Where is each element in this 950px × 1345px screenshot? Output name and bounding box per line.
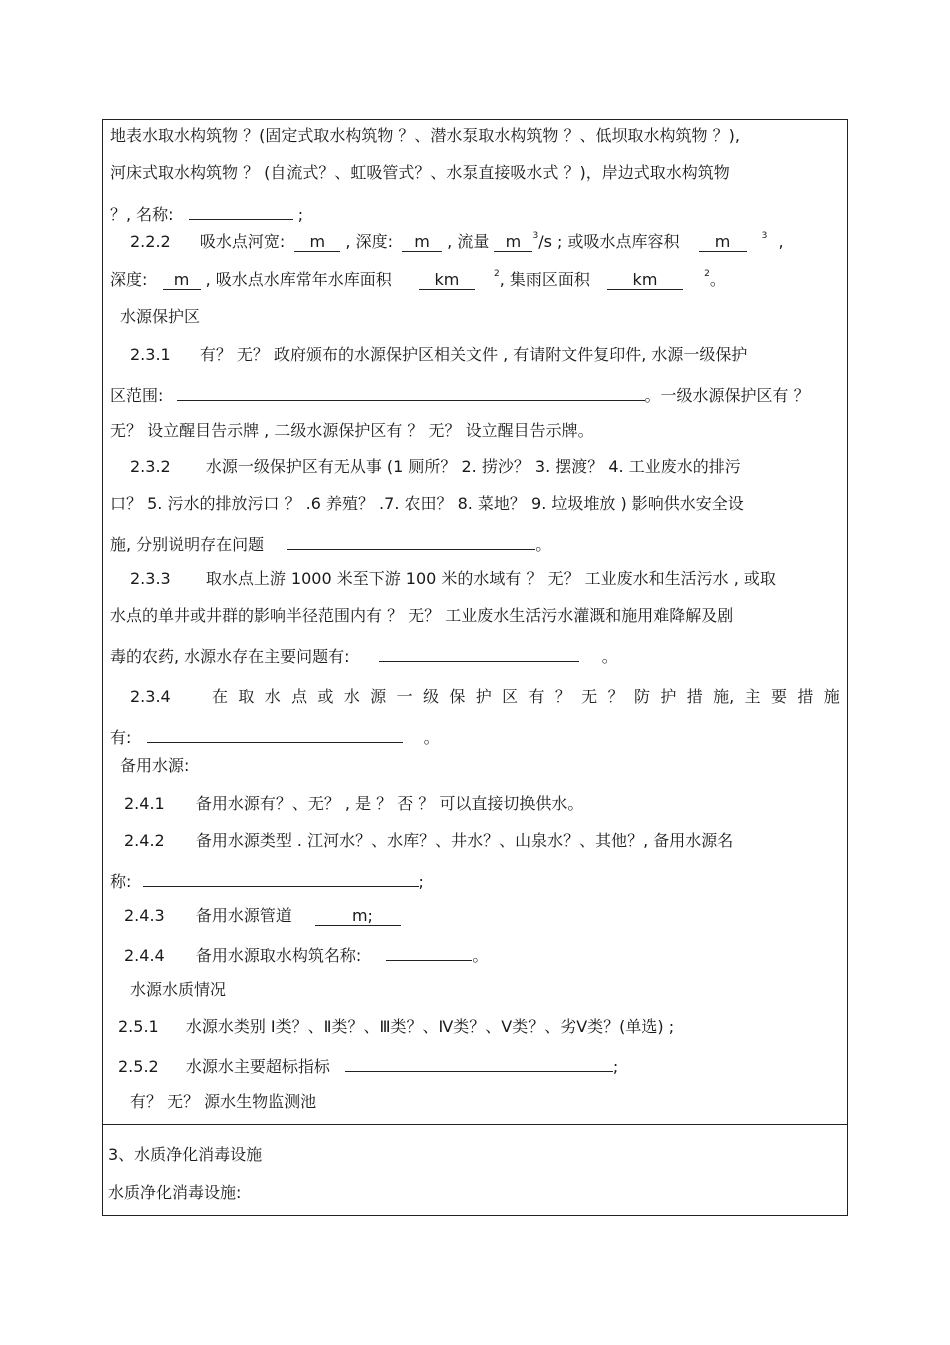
- section-divider: [102, 1124, 848, 1125]
- s234-char: 要: [770, 687, 787, 706]
- issues-field[interactable]: [287, 531, 535, 550]
- s233-line-3: 毒的农药, 水源水存在主要问题有: 。: [110, 643, 618, 665]
- depth-label: , 深度:: [345, 232, 393, 251]
- s222-label: 吸水点河宽:: [199, 232, 286, 251]
- flow-unit: /s ; 或吸水点库容积: [538, 232, 680, 251]
- s234-char: 有: [528, 687, 545, 706]
- s242-line-2: 称: ;: [110, 868, 424, 890]
- s234-char: 措: [686, 687, 703, 706]
- s232-line-3: 施, 分别说明存在问题 。: [110, 531, 551, 553]
- s234-char: 护: [660, 687, 677, 706]
- s234-line-1: 2.3.4 在 取 水 点 或 水 源 一 级 保 护 区 有 ？ 无 ？ 防 护 措 施, 主 要 措 施: [130, 687, 840, 706]
- s252-line: 2.5.2 水源水主要超标指标 ;: [118, 1053, 618, 1075]
- s234-char: 措: [797, 687, 814, 706]
- s243-line: 2.4.3 备用水源管道 m;: [124, 905, 401, 927]
- s234-char: ？: [607, 687, 624, 706]
- reservoir-depth-label: 深度:: [110, 270, 148, 289]
- intake-name-suffix: ;: [297, 205, 304, 224]
- s234-char: 点: [291, 687, 308, 706]
- s234-text: [212, 686, 840, 708]
- s222-num: 2.2.2: [130, 232, 171, 251]
- s233-line-1: 2.3.3 取水点上游 1000 米至下游 100 米的水域有 ？ 无？ 工业废水和生活污水 , 或取: [130, 569, 776, 588]
- s234-char: ？: [554, 687, 571, 706]
- s234-char: 或: [317, 687, 334, 706]
- flow-label: , 流量: [447, 232, 490, 251]
- reservoir-area-field[interactable]: km: [419, 271, 475, 290]
- main-problems-field[interactable]: [379, 643, 579, 662]
- section-title-quality: 水源水质情况: [130, 980, 227, 999]
- s234-char: 级: [423, 687, 440, 706]
- s234-char: 防: [634, 687, 651, 706]
- s231-line-3: 无？ 设立醒目告示牌 , 二级水源保护区有 ？ 无？ 设立醒目告示牌。: [110, 421, 594, 440]
- s231-line-1: 2.3.1 有？ 无？ 政府颁布的水源保护区相关文件 , 有请附文件复印件, 水源一级保护: [130, 345, 748, 364]
- s234-char: 无: [581, 687, 598, 706]
- intake-name-label: ？, 名称:: [110, 205, 174, 224]
- flow-field[interactable]: m: [494, 233, 532, 252]
- intake-line-3: [110, 201, 303, 223]
- s234-char: 施: [823, 687, 840, 706]
- reservoir-depth-field[interactable]: m: [163, 271, 201, 290]
- catchment-area-field[interactable]: km: [607, 271, 683, 290]
- s241-line: 2.4.1 备用水源有？、无？ , 是 ？ 否 ？ 可以直接切换供水。: [124, 794, 584, 813]
- river-width-field[interactable]: m: [294, 233, 340, 252]
- reservoir-area-label: , 吸水点水库常年水库面积: [205, 270, 392, 289]
- s244-line: 2.4.4 备用水源取水构筑名称: 。: [124, 942, 488, 964]
- s231-line-2: 区范围: 。一级水源保护区有 ？: [110, 382, 810, 404]
- treatment-label: 水质净化消毒设施:: [108, 1183, 242, 1202]
- section-title-protection: 水源保护区: [120, 307, 201, 326]
- s233-line-2: 水点的单井或井群的影响半径范围内有 ？ 无？ 工业废水生活污水灌溉和施用难降解及剧: [110, 606, 734, 625]
- s234-char: 一: [396, 687, 413, 706]
- exceed-indicator-field[interactable]: [345, 1053, 613, 1072]
- s242-line-1: 2.4.2 备用水源类型 . 江河水？、水库？、井水？、山泉水？、其他？, 备用水源名: [124, 831, 734, 850]
- intake-line-2: 河床式取水构筑物 ？ (自流式？、虹吸管式？、水泵直接吸水式 ？)，岸边式取水构筑物: [110, 163, 730, 182]
- protection-range-field[interactable]: [177, 382, 645, 401]
- catchment-label: , 集雨区面积: [499, 270, 590, 289]
- s234-line-2: 有: 。: [110, 724, 440, 746]
- s234-char: 区: [502, 687, 519, 706]
- s234-char: 取: [238, 687, 255, 706]
- monitor-line: 有？ 无？ 源水生物监测池: [130, 1092, 317, 1111]
- s234-char: 在: [212, 687, 229, 706]
- s222-line-1: 2.2.2 吸水点河宽: m , 深度: m , 流量 m $^3$/s ; 或吸水点库容积 m $^3$ ,: [130, 231, 784, 251]
- s222-line-2: 深度: m , 吸水点水库常年水库面积 km $^2$, 集雨区面积 km $^2$。: [110, 269, 726, 289]
- s234-char: 保: [449, 687, 466, 706]
- intake-line-1: 地表水取水构筑物 ？(固定式取水构筑物 ？、潜水泵取水构筑物 ？、低坝取水构筑物 ？),: [110, 126, 740, 145]
- depth-field[interactable]: m: [402, 233, 442, 252]
- s234-char: 水: [264, 687, 281, 706]
- s234-char: 施,: [713, 687, 735, 706]
- backup-structure-field[interactable]: [386, 942, 472, 961]
- s251-line: 2.5.1 水源水类别 Ⅰ类？、Ⅱ类？、Ⅲ类？、Ⅳ类？、Ⅴ类？、劣Ⅴ类？(单选) ;: [118, 1017, 675, 1036]
- s232-line-1: 2.3.2 水源一级保护区有无从事 (1 厕所？ 2. 捞沙？ 3. 摆渡？ 4. 工业废水的排污: [130, 457, 741, 476]
- section-title-backup: 备用水源:: [120, 756, 190, 775]
- reservoir-volume-field[interactable]: m: [699, 233, 747, 252]
- s234-char: 主: [744, 687, 761, 706]
- s234-char: 护: [475, 687, 492, 706]
- backup-pipe-field[interactable]: m;: [315, 907, 401, 926]
- s232-line-2: 口？ 5. 污水的排放污口 ？ .6 养殖？ .7. 农田？ 8. 菜地？ 9. 垃圾堆放 ) 影响供水安全设: [110, 494, 744, 513]
- protection-measures-field[interactable]: [147, 724, 403, 743]
- section-title-treatment: 3、水质净化消毒设施: [108, 1145, 263, 1164]
- s234-char: 源: [370, 687, 387, 706]
- intake-name-field[interactable]: [189, 201, 293, 220]
- backup-name-field[interactable]: [143, 868, 419, 887]
- s234-char: 水: [343, 687, 360, 706]
